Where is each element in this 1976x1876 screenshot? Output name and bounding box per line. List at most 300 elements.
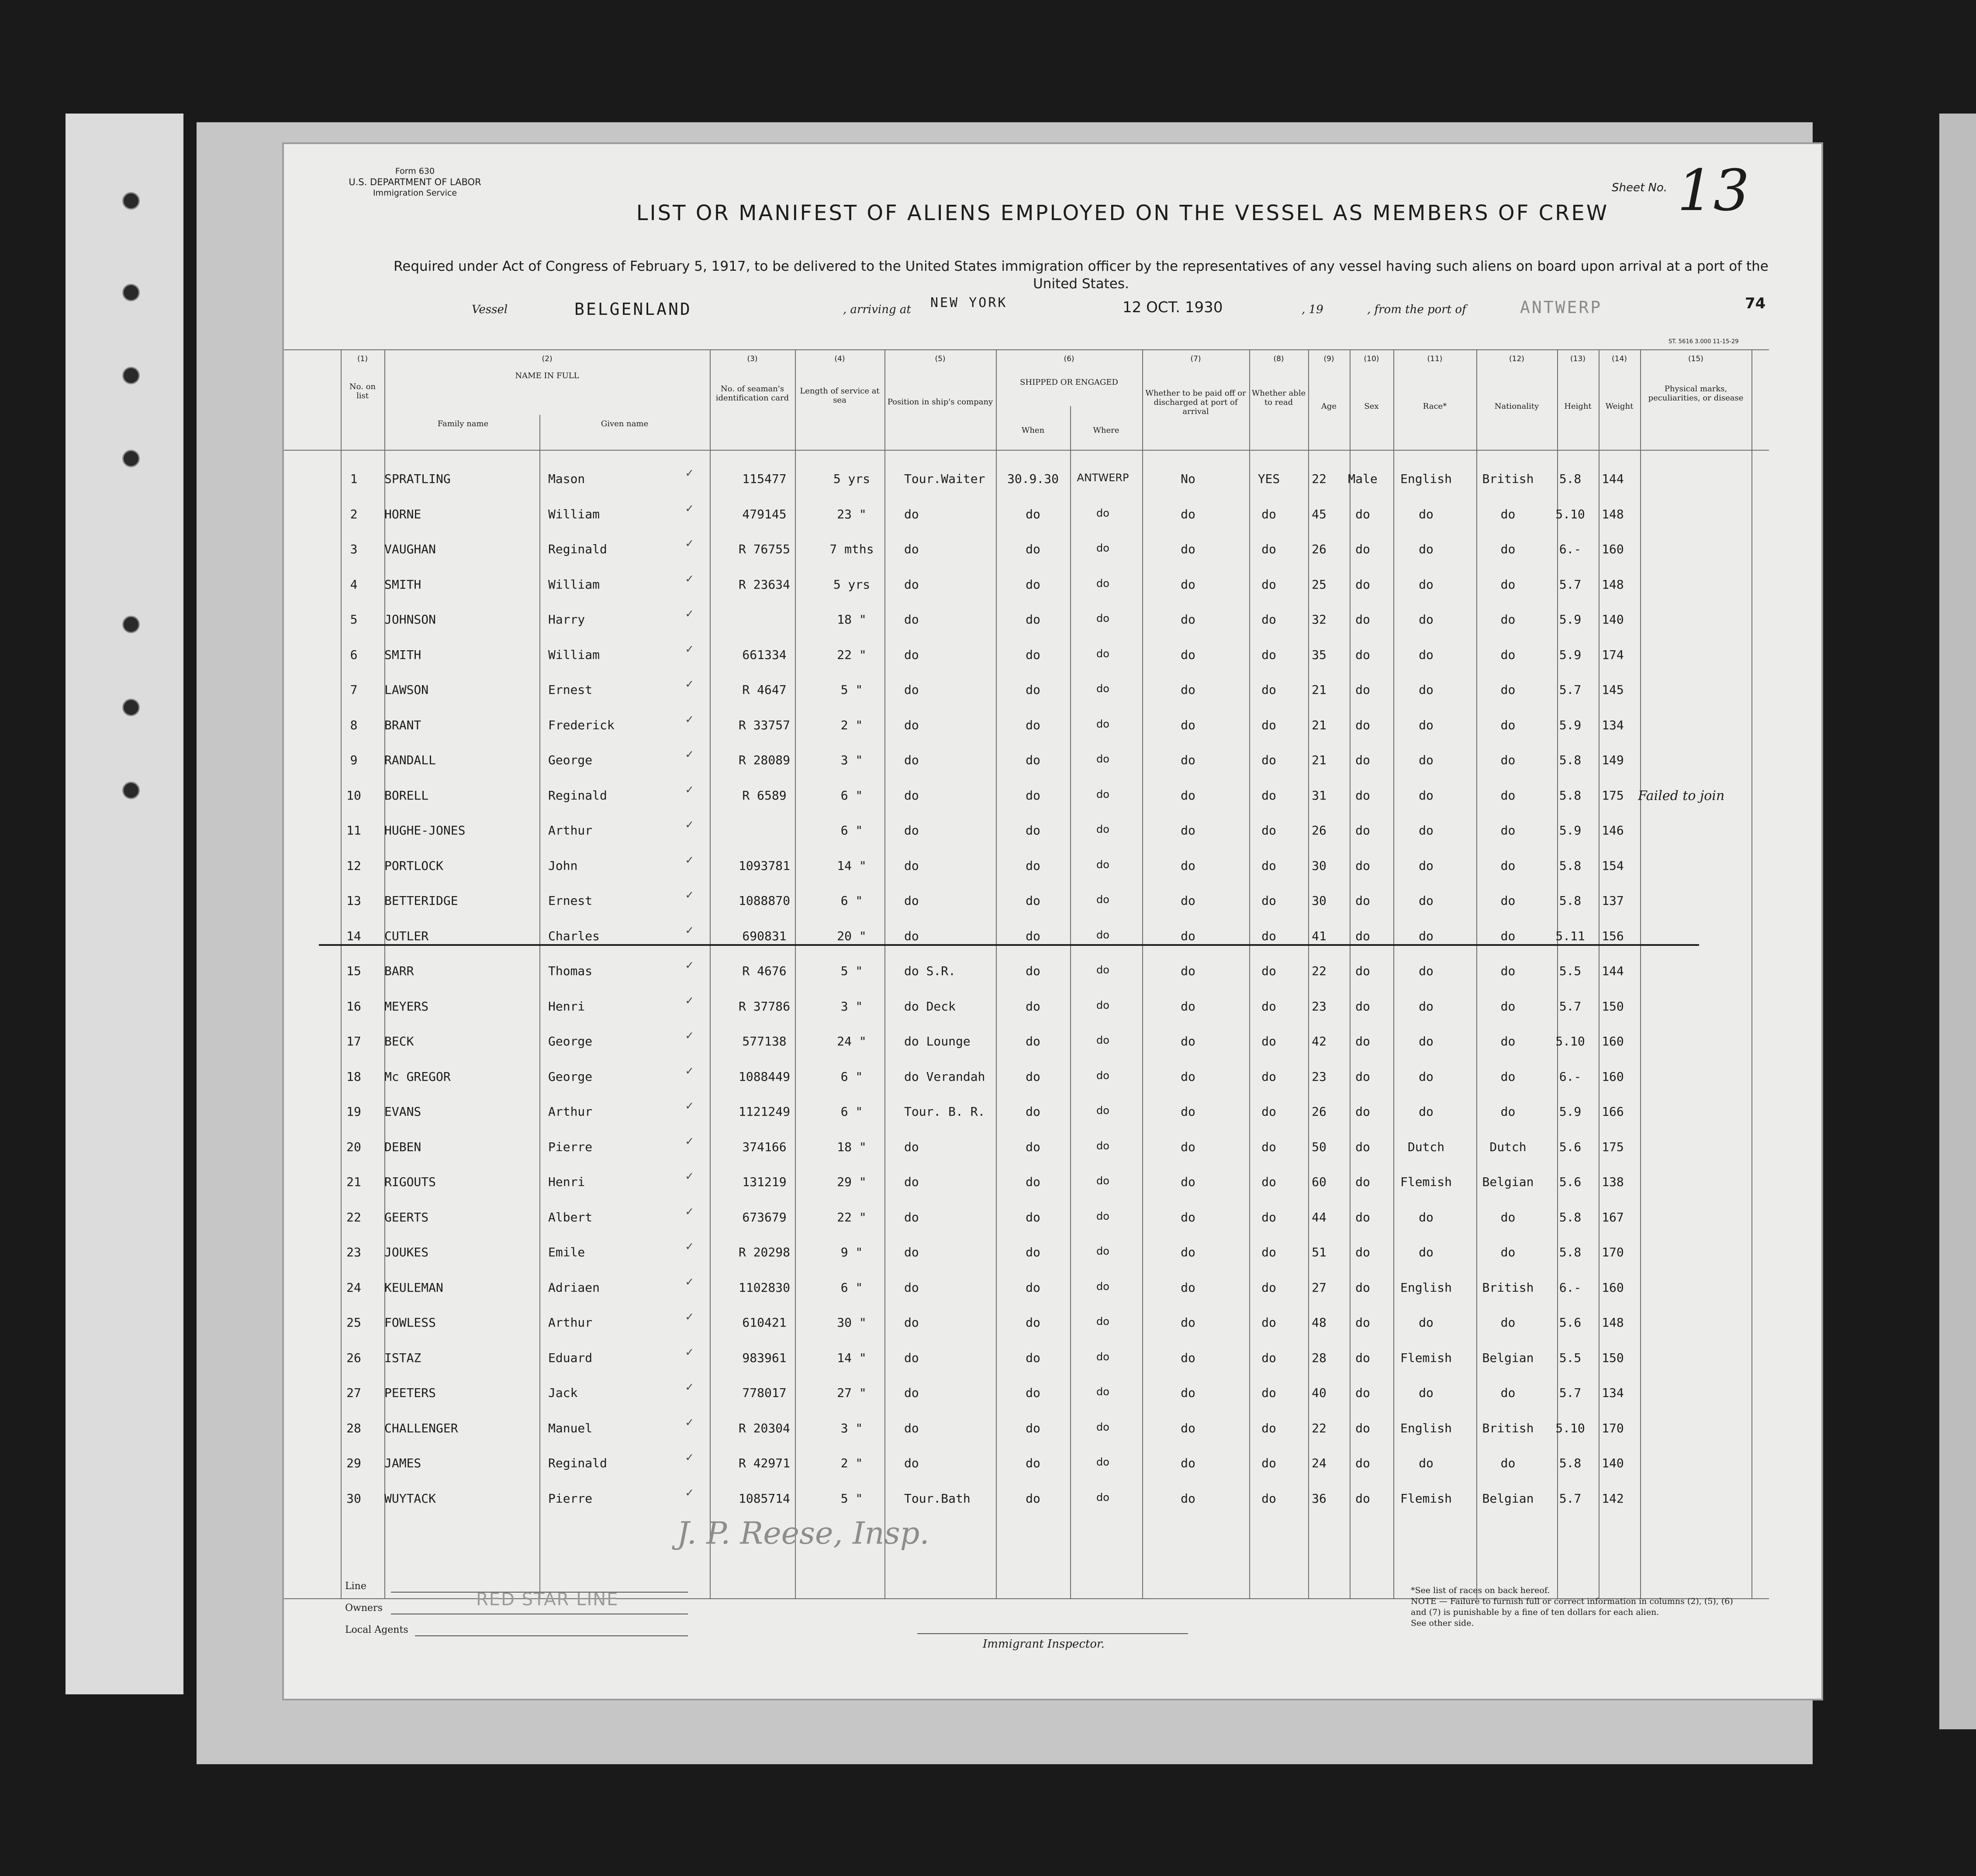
age-cell: 50 bbox=[1312, 1139, 1327, 1154]
able-read-header: Whether able to read bbox=[1251, 389, 1306, 407]
shipped-when-cell: do bbox=[1026, 893, 1040, 908]
position-cell: do bbox=[904, 788, 919, 803]
shipped-where-cell: do bbox=[1096, 999, 1109, 1011]
weight-cell: 148 bbox=[1602, 1315, 1624, 1330]
paid-off-cell: do bbox=[1181, 507, 1195, 521]
given-name-cell: Henri bbox=[548, 999, 585, 1014]
row-number-cell: 21 bbox=[346, 1175, 361, 1189]
able-to-read-cell: do bbox=[1261, 893, 1276, 908]
family-name-cell: Mc GREGOR bbox=[384, 1069, 451, 1084]
column-number: (5) bbox=[935, 355, 946, 363]
nationality-cell: British bbox=[1482, 1280, 1534, 1295]
shipped-when-cell: 30.9.30 bbox=[1007, 472, 1059, 486]
age-cell: 36 bbox=[1312, 1491, 1327, 1506]
position-cell: do bbox=[904, 647, 919, 662]
check-mark-icon: ✓ bbox=[686, 1028, 693, 1042]
owners-label: Owners bbox=[345, 1603, 383, 1614]
check-mark-icon: ✓ bbox=[686, 1379, 693, 1394]
check-mark-icon: ✓ bbox=[686, 817, 693, 831]
year-label: , 19 bbox=[1302, 303, 1323, 316]
position-cell: do Verandah bbox=[904, 1069, 985, 1084]
length-of-service-cell: 18 " bbox=[837, 1139, 867, 1154]
able-to-read-cell: do bbox=[1261, 1491, 1276, 1506]
given-name-cell: Reginald bbox=[548, 1456, 607, 1470]
from-port: ANTWERP bbox=[1520, 298, 1603, 317]
check-mark-icon: ✓ bbox=[686, 711, 693, 726]
id-card-number-cell: R 23634 bbox=[738, 577, 790, 592]
id-card-number-cell: 1093781 bbox=[738, 858, 790, 873]
arrival-port: NEW YORK bbox=[930, 295, 1008, 310]
shipped-when-cell: do bbox=[1026, 964, 1040, 978]
height-cell: 5.10 bbox=[1555, 1421, 1585, 1435]
vessel-label: Vessel bbox=[472, 303, 508, 316]
position-cell: do bbox=[904, 1175, 919, 1189]
given-name-cell: Pierre bbox=[548, 1139, 593, 1154]
binder-hole bbox=[122, 616, 140, 633]
table-row bbox=[284, 1379, 1769, 1421]
given-name-cell: Emile bbox=[548, 1245, 585, 1259]
length-of-service-cell: 3 " bbox=[840, 999, 863, 1014]
paid-off-cell: do bbox=[1181, 1315, 1195, 1330]
id-card-number-cell: R 28089 bbox=[738, 753, 790, 767]
shipped-where-cell: do bbox=[1096, 507, 1109, 519]
family-name-cell: DEBEN bbox=[384, 1139, 421, 1154]
nationality-cell: do bbox=[1500, 788, 1516, 803]
check-mark-icon: ✓ bbox=[686, 1098, 693, 1113]
row-number-cell: 16 bbox=[346, 999, 361, 1014]
given-name-cell: Thomas bbox=[548, 964, 593, 978]
family-name-cell: FOWLESS bbox=[384, 1315, 436, 1330]
length-of-service-cell: 9 " bbox=[840, 1245, 863, 1259]
shipped-where-cell: do bbox=[1096, 647, 1109, 660]
shipped-where-cell: do bbox=[1096, 1315, 1109, 1328]
sheet-number-label: Sheet No. bbox=[1612, 181, 1668, 194]
family-name-cell: BORELL bbox=[384, 788, 429, 803]
length-of-service-cell: 22 " bbox=[837, 647, 867, 662]
race-cell: do bbox=[1419, 999, 1434, 1014]
row-number-cell: 7 bbox=[350, 683, 358, 697]
id-card-number-cell: 610421 bbox=[742, 1315, 787, 1330]
paid-off-cell: do bbox=[1181, 647, 1195, 662]
binder-hole bbox=[122, 699, 140, 716]
length-of-service-cell: 29 " bbox=[837, 1175, 867, 1189]
weight-cell: 170 bbox=[1602, 1245, 1624, 1259]
paid-off-cell: do bbox=[1181, 928, 1195, 943]
age-cell: 26 bbox=[1312, 1104, 1327, 1119]
service-name: Immigration Service bbox=[373, 188, 457, 198]
able-to-read-cell: do bbox=[1261, 542, 1276, 556]
row-number-cell: 27 bbox=[346, 1386, 361, 1400]
column-number: (8) bbox=[1273, 355, 1284, 363]
table-row bbox=[284, 1274, 1769, 1315]
weight-cell: 140 bbox=[1602, 612, 1624, 627]
given-name-cell: Frederick bbox=[548, 717, 615, 732]
sex-cell: do bbox=[1355, 507, 1370, 521]
inspector-label: Immigrant Inspector. bbox=[983, 1638, 1105, 1651]
arrival-date: 12 OCT. 1930 bbox=[1123, 299, 1223, 316]
given-name-cell: John bbox=[548, 858, 578, 873]
height-cell: 5.8 bbox=[1559, 1210, 1582, 1224]
family-name-cell: JOHNSON bbox=[384, 612, 436, 627]
column-number: (7) bbox=[1190, 355, 1201, 363]
nationality-cell: do bbox=[1500, 999, 1516, 1014]
vessel-name: BELGENLAND bbox=[574, 300, 692, 319]
height-cell: 5.9 bbox=[1559, 1104, 1582, 1119]
check-mark-icon: ✓ bbox=[686, 1414, 693, 1429]
race-cell: do bbox=[1419, 1210, 1434, 1224]
rule bbox=[284, 450, 1769, 451]
race-cell: English bbox=[1400, 472, 1452, 486]
page-title: LIST OR MANIFEST OF ALIENS EMPLOYED ON THE VESSEL AS MEMBERS OF CREW bbox=[636, 201, 1609, 225]
given-name-cell: Ernest bbox=[548, 893, 593, 908]
column-number: (3) bbox=[747, 355, 758, 363]
row-number-cell: 8 bbox=[350, 717, 358, 732]
family-name-cell: RANDALL bbox=[384, 753, 436, 767]
shipped-when-cell: do bbox=[1026, 1421, 1040, 1435]
column-number: (6) bbox=[1064, 355, 1074, 363]
id-card-header: No. of seaman's identification card bbox=[715, 384, 789, 403]
height-cell: 5.9 bbox=[1559, 823, 1582, 838]
shipped-when-cell: do bbox=[1026, 1315, 1040, 1330]
check-mark-icon: ✓ bbox=[686, 641, 693, 656]
nationality-cell: do bbox=[1500, 1034, 1516, 1048]
nationality-cell: Belgian bbox=[1482, 1491, 1534, 1506]
shipped-when-cell: do bbox=[1026, 683, 1040, 697]
shipped-where-cell: do bbox=[1096, 612, 1109, 624]
given-name-cell: Arthur bbox=[548, 823, 593, 838]
id-card-number-cell: R 42971 bbox=[738, 1456, 790, 1470]
position-header: Position in ship's company bbox=[887, 397, 993, 407]
shipped-where-cell: do bbox=[1096, 823, 1109, 835]
table-row bbox=[284, 606, 1769, 647]
check-mark-icon: ✓ bbox=[686, 1063, 693, 1078]
adjacent-page-right bbox=[1939, 114, 1976, 1729]
given-name-cell: Jack bbox=[548, 1386, 578, 1400]
shipped-where-cell: do bbox=[1096, 1350, 1109, 1363]
position-cell: Tour. B. R. bbox=[904, 1104, 985, 1119]
nationality-cell: do bbox=[1500, 823, 1516, 838]
height-cell: 5.6 bbox=[1559, 1315, 1582, 1330]
inspector-signature: J. P. Reese, Insp. bbox=[677, 1515, 929, 1551]
able-to-read-cell: do bbox=[1261, 1069, 1276, 1084]
shipped-when-cell: do bbox=[1026, 823, 1040, 838]
given-name-cell: Manuel bbox=[548, 1421, 593, 1435]
able-to-read-cell: do bbox=[1261, 577, 1276, 592]
shipped-where-cell: do bbox=[1096, 1456, 1109, 1468]
paid-off-cell: do bbox=[1181, 542, 1195, 556]
row-number-cell: 1 bbox=[350, 472, 358, 486]
weight-cell: 175 bbox=[1602, 1139, 1624, 1154]
age-cell: 60 bbox=[1312, 1175, 1327, 1189]
shipped-where-cell: do bbox=[1096, 858, 1109, 871]
column-number: (11) bbox=[1427, 355, 1443, 363]
family-name-cell: RIGOUTS bbox=[384, 1175, 436, 1189]
race-cell: Flemish bbox=[1400, 1491, 1452, 1506]
weight-header: Weight bbox=[1605, 402, 1634, 411]
height-cell: 5.7 bbox=[1559, 999, 1582, 1014]
family-name-cell: BETTERIDGE bbox=[384, 893, 458, 908]
given-name-header: Given name bbox=[601, 419, 649, 428]
line-label: Line bbox=[345, 1581, 366, 1592]
owners-stamp: RED STAR LINE bbox=[476, 1590, 619, 1610]
manifest-sheet bbox=[284, 144, 1821, 1699]
shipped-where-cell: do bbox=[1096, 928, 1109, 941]
paid-off-cell: do bbox=[1181, 858, 1195, 873]
shipped-where-cell: do bbox=[1096, 1104, 1109, 1117]
length-of-service-cell: 6 " bbox=[840, 1069, 863, 1084]
paid-off-header: Whether to be paid off or discharged at port of arrival bbox=[1145, 389, 1246, 416]
id-card-number-cell: R 6589 bbox=[742, 788, 787, 803]
given-name-cell: Henri bbox=[548, 1175, 585, 1189]
column-number: (12) bbox=[1509, 355, 1524, 363]
table-row bbox=[284, 1028, 1769, 1069]
weight-cell: 154 bbox=[1602, 858, 1624, 873]
given-name-cell: William bbox=[548, 647, 600, 662]
able-to-read-cell: do bbox=[1261, 1104, 1276, 1119]
id-card-number-cell: R 20298 bbox=[738, 1245, 790, 1259]
paid-off-cell: do bbox=[1181, 683, 1195, 697]
id-card-number-cell: 374166 bbox=[742, 1139, 787, 1154]
id-card-number-cell: 131219 bbox=[742, 1175, 787, 1189]
row-number-cell: 20 bbox=[346, 1139, 361, 1154]
nationality-cell: do bbox=[1500, 753, 1516, 767]
position-cell: do bbox=[904, 893, 919, 908]
age-cell: 21 bbox=[1312, 683, 1327, 697]
table-row bbox=[284, 500, 1769, 542]
id-card-number-cell: 1102830 bbox=[738, 1280, 790, 1295]
height-cell: 5.8 bbox=[1559, 788, 1582, 803]
table-row bbox=[284, 1309, 1769, 1350]
able-to-read-cell: do bbox=[1261, 1245, 1276, 1259]
height-cell: 6.- bbox=[1559, 1069, 1582, 1084]
length-of-service-cell: 2 " bbox=[840, 1456, 863, 1470]
position-cell: do bbox=[904, 577, 919, 592]
age-cell: 21 bbox=[1312, 717, 1327, 732]
paid-off-cell: do bbox=[1181, 1139, 1195, 1154]
shipped-when-cell: do bbox=[1026, 507, 1040, 521]
shipped-where-cell: do bbox=[1096, 717, 1109, 730]
position-cell: do bbox=[904, 1139, 919, 1154]
race-cell: Dutch bbox=[1407, 1139, 1445, 1154]
age-cell: 41 bbox=[1312, 928, 1327, 943]
check-mark-icon: ✓ bbox=[686, 1133, 693, 1148]
paid-off-cell: do bbox=[1181, 753, 1195, 767]
adjacent-page-left bbox=[66, 114, 183, 1694]
age-cell: 21 bbox=[1312, 753, 1327, 767]
sex-cell: do bbox=[1355, 1104, 1370, 1119]
age-cell: 26 bbox=[1312, 823, 1327, 838]
length-of-service-cell: 6 " bbox=[840, 788, 863, 803]
height-cell: 5.8 bbox=[1559, 1456, 1582, 1470]
binder-hole bbox=[122, 782, 140, 799]
table-row bbox=[284, 993, 1769, 1034]
sex-cell: do bbox=[1355, 1456, 1370, 1470]
table-row bbox=[284, 676, 1769, 717]
nationality-cell: do bbox=[1500, 1210, 1516, 1224]
paid-off-cell: No bbox=[1181, 472, 1195, 486]
position-cell: do bbox=[904, 1456, 919, 1470]
nationality-cell: do bbox=[1500, 858, 1516, 873]
row-number-cell: 24 bbox=[346, 1280, 361, 1295]
length-of-service-cell: 6 " bbox=[840, 823, 863, 838]
position-cell: do bbox=[904, 507, 919, 521]
height-cell: 6.- bbox=[1559, 1280, 1582, 1295]
weight-cell: 170 bbox=[1602, 1421, 1624, 1435]
check-mark-icon: ✓ bbox=[686, 1485, 693, 1500]
age-cell: 32 bbox=[1312, 612, 1327, 627]
able-to-read-cell: do bbox=[1261, 647, 1276, 662]
length-of-service-cell: 24 " bbox=[837, 1034, 867, 1048]
row-number-cell: 19 bbox=[346, 1104, 361, 1119]
age-cell: 30 bbox=[1312, 893, 1327, 908]
family-name-cell: PORTLOCK bbox=[384, 858, 443, 873]
check-mark-icon: ✓ bbox=[686, 922, 693, 937]
age-cell: 22 bbox=[1312, 472, 1327, 486]
check-mark-icon: ✓ bbox=[686, 606, 693, 621]
id-card-number-cell: 661334 bbox=[742, 647, 787, 662]
paid-off-cell: do bbox=[1181, 1069, 1195, 1084]
weight-cell: 160 bbox=[1602, 1034, 1624, 1048]
age-cell: 28 bbox=[1312, 1350, 1327, 1365]
weight-cell: 160 bbox=[1602, 1069, 1624, 1084]
weight-cell: 167 bbox=[1602, 1210, 1624, 1224]
weight-cell: 148 bbox=[1602, 507, 1624, 521]
column-number: (14) bbox=[1612, 355, 1627, 363]
table-row bbox=[284, 922, 1769, 964]
shipped-when-cell: do bbox=[1026, 1245, 1040, 1259]
family-name-cell: SMITH bbox=[384, 577, 421, 592]
position-cell: do bbox=[904, 1350, 919, 1365]
page-subtitle: Required under Act of Congress of February 5, 1917, to be delivered to the United States immigration officer by the representatives of any vessel having such aliens on board upon arrival at a port of the United States. bbox=[394, 259, 1769, 292]
id-card-number-cell: 673679 bbox=[742, 1210, 787, 1224]
nationality-cell: do bbox=[1500, 1245, 1516, 1259]
shipped-when-cell: do bbox=[1026, 753, 1040, 767]
table-row bbox=[284, 1414, 1769, 1456]
length-of-service-cell: 27 " bbox=[837, 1386, 867, 1400]
paid-off-cell: do bbox=[1181, 1280, 1195, 1295]
given-name-cell: Pierre bbox=[548, 1491, 593, 1506]
paid-off-cell: do bbox=[1181, 999, 1195, 1014]
age-cell: 30 bbox=[1312, 858, 1327, 873]
able-to-read-cell: do bbox=[1261, 1175, 1276, 1189]
age-cell: 44 bbox=[1312, 1210, 1327, 1224]
shipped-when-cell: do bbox=[1026, 999, 1040, 1014]
family-name-cell: BRANT bbox=[384, 717, 421, 732]
able-to-read-cell: do bbox=[1261, 1210, 1276, 1224]
age-header: Age bbox=[1321, 402, 1337, 411]
sex-cell: do bbox=[1355, 999, 1370, 1014]
position-cell: do S.R. bbox=[904, 964, 956, 978]
shipped-when-cell: do bbox=[1026, 1175, 1040, 1189]
age-cell: 45 bbox=[1312, 507, 1327, 521]
no-on-list-header: No. on list bbox=[349, 382, 376, 400]
height-cell: 5.5 bbox=[1559, 964, 1582, 978]
race-cell: do bbox=[1419, 683, 1434, 697]
arriving-label: , arriving at bbox=[843, 303, 911, 316]
nationality-cell: do bbox=[1500, 647, 1516, 662]
shipped-where-cell: do bbox=[1096, 1386, 1109, 1398]
paid-off-cell: do bbox=[1181, 1245, 1195, 1259]
id-card-number-cell: 479145 bbox=[742, 507, 787, 521]
check-mark-icon: ✓ bbox=[686, 500, 693, 515]
shipped-where-cell: do bbox=[1096, 1069, 1109, 1082]
nationality-cell: British bbox=[1482, 472, 1534, 486]
nationality-cell: do bbox=[1500, 928, 1516, 943]
race-cell: do bbox=[1419, 507, 1434, 521]
family-name-cell: ISTAZ bbox=[384, 1350, 421, 1365]
sex-cell: do bbox=[1355, 1034, 1370, 1048]
able-to-read-cell: do bbox=[1261, 683, 1276, 697]
nationality-cell: do bbox=[1500, 577, 1516, 592]
shipped-when-cell: do bbox=[1026, 1069, 1040, 1084]
shipped-when-cell: do bbox=[1026, 1034, 1040, 1048]
check-mark-icon: ✓ bbox=[686, 782, 693, 797]
height-cell: 5.6 bbox=[1559, 1175, 1582, 1189]
age-cell: 42 bbox=[1312, 1034, 1327, 1048]
weight-cell: 142 bbox=[1602, 1491, 1624, 1506]
family-name-cell: JOUKES bbox=[384, 1245, 429, 1259]
race-cell: do bbox=[1419, 823, 1434, 838]
weight-cell: 175 bbox=[1602, 788, 1624, 803]
shipped-when-cell: do bbox=[1026, 858, 1040, 873]
binder-hole bbox=[122, 450, 140, 467]
length-of-service-cell: 6 " bbox=[840, 893, 863, 908]
row-number-cell: 12 bbox=[346, 858, 361, 873]
height-cell: 5.7 bbox=[1559, 683, 1582, 697]
paid-off-cell: do bbox=[1181, 1104, 1195, 1119]
sex-cell: do bbox=[1355, 612, 1370, 627]
family-name-cell: KEULEMAN bbox=[384, 1280, 443, 1295]
weight-cell: 134 bbox=[1602, 717, 1624, 732]
when-header: When bbox=[1021, 426, 1045, 435]
position-cell: do bbox=[904, 1315, 919, 1330]
shipped-when-cell: do bbox=[1026, 717, 1040, 732]
row-number-cell: 5 bbox=[350, 612, 358, 627]
height-header: Height bbox=[1564, 402, 1592, 411]
id-card-number-cell: 1121249 bbox=[738, 1104, 790, 1119]
able-to-read-cell: do bbox=[1261, 1350, 1276, 1365]
id-card-number-cell: R 20304 bbox=[738, 1421, 790, 1435]
nationality-cell: do bbox=[1500, 542, 1516, 556]
paid-off-cell: do bbox=[1181, 964, 1195, 978]
sex-header: Sex bbox=[1364, 402, 1379, 411]
length-of-service-cell: 5 " bbox=[840, 683, 863, 697]
height-cell: 5.9 bbox=[1559, 717, 1582, 732]
paid-off-cell: do bbox=[1181, 823, 1195, 838]
paid-off-cell: do bbox=[1181, 788, 1195, 803]
race-cell: do bbox=[1419, 788, 1434, 803]
row-number-cell: 11 bbox=[346, 823, 361, 838]
nationality-cell: Belgian bbox=[1482, 1350, 1534, 1365]
sex-cell: do bbox=[1355, 1069, 1370, 1084]
id-card-number-cell: R 4647 bbox=[742, 683, 787, 697]
paid-off-cell: do bbox=[1181, 1034, 1195, 1048]
position-cell: do bbox=[904, 753, 919, 767]
row-number-cell: 28 bbox=[346, 1421, 361, 1435]
family-name-cell: EVANS bbox=[384, 1104, 421, 1119]
weight-cell: 144 bbox=[1602, 964, 1624, 978]
position-cell: do bbox=[904, 858, 919, 873]
sex-cell: do bbox=[1355, 542, 1370, 556]
race-cell: do bbox=[1419, 717, 1434, 732]
position-cell: do bbox=[904, 612, 919, 627]
length-of-service-cell: 5 yrs bbox=[833, 577, 871, 592]
length-of-service-cell: 2 " bbox=[840, 717, 863, 732]
age-cell: 22 bbox=[1312, 1421, 1327, 1435]
length-of-service-cell: 6 " bbox=[840, 1104, 863, 1119]
position-cell: Tour.Bath bbox=[904, 1491, 971, 1506]
family-name-cell: PEETERS bbox=[384, 1386, 436, 1400]
